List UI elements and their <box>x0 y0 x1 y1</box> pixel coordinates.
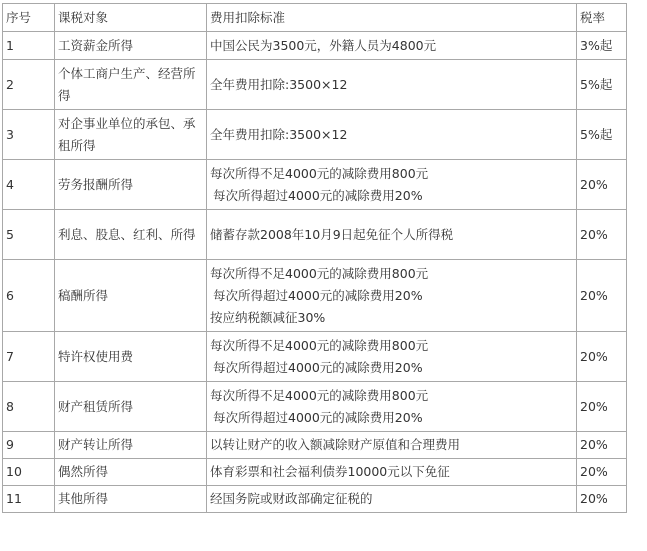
header-standard: 费用扣除标准 <box>207 4 577 32</box>
cell-object: 劳务报酬所得 <box>55 160 207 210</box>
cell-object: 特许权使用费 <box>55 332 207 382</box>
cell-object: 财产租赁所得 <box>55 382 207 432</box>
header-rate: 税率 <box>577 4 627 32</box>
standard-line: 每次所得不足4000元的减除费用800元 <box>210 337 429 353</box>
standard-line: 每次所得超过4000元的减除费用20% <box>213 187 423 203</box>
cell-no: 10 <box>3 459 55 486</box>
standard-line: 经国务院或财政部确定征税的 <box>210 491 373 506</box>
cell-no: 8 <box>3 382 55 432</box>
standard-line: 中国公民为3500元，外籍人员为4800元 <box>210 37 437 53</box>
cell-object: 其他所得 <box>55 486 207 513</box>
standard-line: 每次所得不足4000元的减除费用800元 <box>210 387 429 403</box>
cell-no: 3 <box>3 110 55 160</box>
table-row <box>3 260 627 332</box>
cell-rate: 3%起 <box>577 32 627 60</box>
cell-object: 个体工商户生产、经营所得 <box>55 60 207 110</box>
standard-line: 储蓄存款2008年10月9日起免征个人所得税 <box>210 226 454 242</box>
cell-no: 1 <box>3 32 55 60</box>
cell-no: 4 <box>3 160 55 210</box>
tax-table <box>2 3 627 513</box>
table-row <box>3 382 627 432</box>
cell-rate: 20% <box>577 332 627 382</box>
table-row <box>3 486 627 513</box>
cell-no: 6 <box>3 260 55 332</box>
cell-standard <box>207 332 577 382</box>
cell-rate: 20% <box>577 260 627 332</box>
cell-rate: 20% <box>577 459 627 486</box>
cell-standard <box>207 459 577 486</box>
table-row <box>3 160 627 210</box>
cell-no: 9 <box>3 432 55 459</box>
standard-line: 以转让财产的收入额减除财产原值和合理费用 <box>210 437 461 452</box>
table-row <box>3 210 627 260</box>
standard-line: 每次所得不足4000元的减除费用800元 <box>210 265 429 281</box>
cell-standard <box>207 486 577 513</box>
cell-no: 11 <box>3 486 55 513</box>
cell-object: 工资薪金所得 <box>55 32 207 60</box>
cell-rate: 20% <box>577 210 627 260</box>
table-row <box>3 432 627 459</box>
cell-standard <box>207 382 577 432</box>
cell-standard <box>207 260 577 332</box>
cell-rate: 20% <box>577 432 627 459</box>
header-object: 课税对象 <box>55 4 207 32</box>
cell-standard <box>207 432 577 459</box>
standard-line: 每次所得超过4000元的减除费用20% <box>213 409 423 425</box>
cell-rate: 20% <box>577 160 627 210</box>
cell-no: 7 <box>3 332 55 382</box>
standard-line: 全年费用扣除:3500×12 <box>210 76 348 92</box>
standard-line: 按应纳税额减征30% <box>210 309 326 325</box>
cell-no: 2 <box>3 60 55 110</box>
cell-no: 5 <box>3 210 55 260</box>
table-row <box>3 332 627 382</box>
cell-standard <box>207 160 577 210</box>
cell-standard <box>207 210 577 260</box>
cell-standard <box>207 60 577 110</box>
cell-rate: 20% <box>577 382 627 432</box>
cell-standard <box>207 110 577 160</box>
cell-object: 财产转让所得 <box>55 432 207 459</box>
cell-rate: 5%起 <box>577 110 627 160</box>
standard-line: 每次所得不足4000元的减除费用800元 <box>210 165 429 181</box>
table-row <box>3 110 627 160</box>
cell-object: 偶然所得 <box>55 459 207 486</box>
cell-standard <box>207 32 577 60</box>
header-row <box>3 4 627 32</box>
header-no: 序号 <box>3 4 55 32</box>
table-row <box>3 459 627 486</box>
standard-line: 体育彩票和社会福利债券10000元以下免征 <box>210 464 450 479</box>
cell-rate: 5%起 <box>577 60 627 110</box>
table-row <box>3 60 627 110</box>
cell-object: 对企事业单位的承包、承租所得 <box>55 110 207 160</box>
cell-object: 利息、股息、红利、所得 <box>55 210 207 260</box>
cell-rate: 20% <box>577 486 627 513</box>
standard-line: 每次所得超过4000元的减除费用20% <box>213 287 423 303</box>
cell-object: 稿酬所得 <box>55 260 207 332</box>
table-row <box>3 32 627 60</box>
standard-line: 每次所得超过4000元的减除费用20% <box>213 359 423 375</box>
standard-line: 全年费用扣除:3500×12 <box>210 126 348 142</box>
